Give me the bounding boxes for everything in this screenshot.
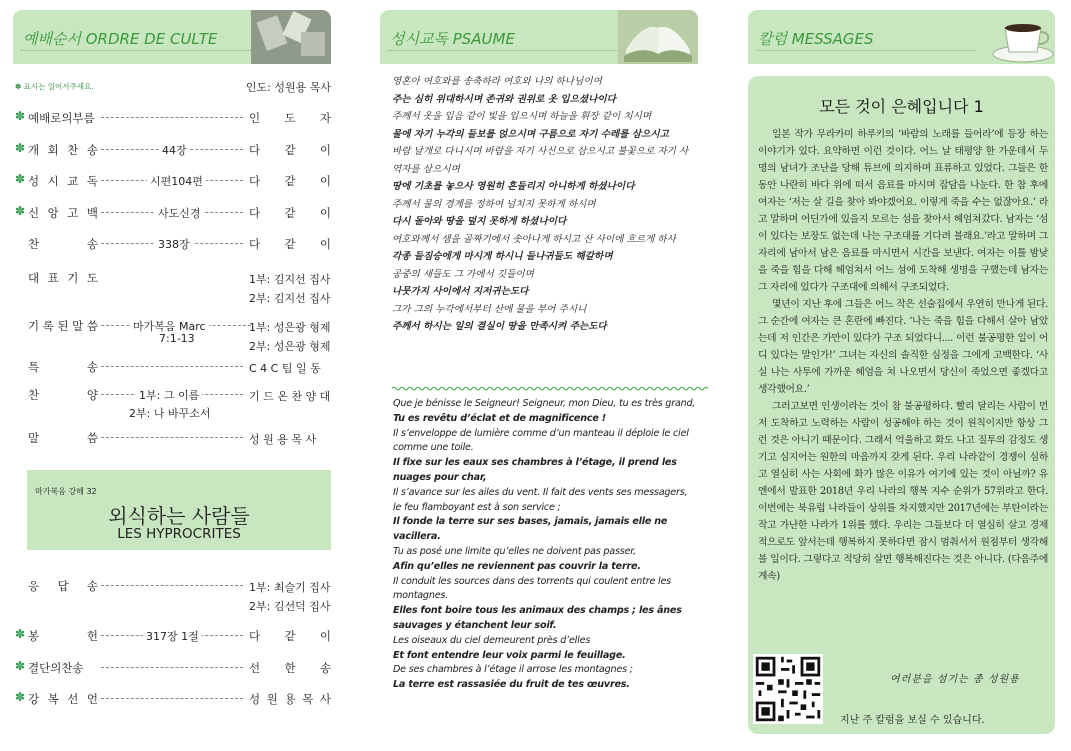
header-divider (388, 50, 636, 51)
order-item-leader: 1부: 김지선 집사 2부: 김지선 집사 (249, 273, 331, 305)
header-divider (21, 50, 269, 51)
order-item-name: 응 답 송 (28, 579, 98, 593)
order-item-leader: 기 드 온 찬 양 대 (249, 390, 331, 403)
standing-mark-icon: ✽ (15, 690, 26, 704)
order-item-detail: 마가복음 Marc (130, 318, 209, 334)
order-row (13, 203, 331, 223)
psalm-verse: Il fixe sur les eaux ses chambres à l’étage, il prend les nuages pour char, (393, 457, 677, 483)
order-item-leader: 성 원 용 목 사 (249, 433, 317, 446)
order-item-name: 대 표 기 도 (28, 271, 98, 285)
psalm-verse: 공중의 새들도 그 가에서 깃들이며 (392, 268, 534, 280)
order-row (13, 108, 331, 128)
order-item-name: 찬 송 (28, 237, 98, 251)
psalm-header (380, 10, 698, 64)
psalm-verse: De ses chambres à l’étage il arrose les montagnes ; (393, 664, 633, 676)
service-leader: 인도: 성원용 목사 (245, 81, 331, 94)
leader-dots (101, 698, 243, 699)
order-item-detail: 44장 (159, 142, 190, 158)
psalm-verse: Il s’avance sur les ailes du vent. Il fait des vents ses messagers, le feu flamboyant est à son service ; (393, 486, 688, 513)
psalm-verse: Que je bénisse le Seigneur! Seigneur, mon Dieu, tu es très grand, (393, 398, 696, 409)
messages-header (748, 10, 1055, 64)
leader-dots (101, 437, 243, 438)
standing-note: ✽ 표시는 일어서주세요. (15, 82, 94, 91)
order-item-name: 봉 헌 (28, 629, 98, 643)
leader-dots (101, 585, 243, 586)
order-row-response (13, 576, 331, 613)
order-item-name: 개 회 찬 송 (28, 143, 98, 157)
standing-mark-icon: ✽ (15, 627, 26, 641)
order-item-detail: 사도신경 (155, 205, 204, 221)
order-row-special (13, 357, 331, 377)
standing-mark-icon: ✽ (15, 109, 26, 123)
order-row-sermon (13, 428, 331, 448)
order-header (13, 10, 331, 64)
header-photo-icon (251, 10, 331, 64)
order-item-leader: 다 같 이 (249, 237, 331, 251)
psalm-verse: 여호와께서 샘을 골짜기에서 솟아나게 하시고 산 사이에 흐르게 하사 (392, 233, 676, 245)
psalm-verse: 주께서 옷을 입음 같이 빛을 입으시며 하늘을 휘장 같이 치시며 (392, 111, 652, 122)
order-item-leader: C 4 C 팀 일 동 (249, 362, 321, 375)
psalm-verse: 주께서 물의 경계를 정하여 넘치지 못하게 하시며 (392, 198, 596, 210)
order-item-name: 기 록 된 말 씀 (28, 319, 98, 333)
psalm-french-text (393, 397, 698, 693)
leader-dots (101, 667, 243, 668)
order-item-detail: 시편104편 (147, 173, 206, 189)
pastor-signature: 여러분을 섬기는 종 성원용 (890, 674, 1020, 685)
psalm-verse: Elles font boire tous les animaux des champs ; les ânes sauvages y étanchent leur soif. (393, 605, 682, 631)
psalm-verse: 그가 그의 누각에서부터 산에 물을 부어 주시니 (392, 303, 587, 315)
psalm-verse: Tu es revêtu d’éclat et de magnificence ! (393, 412, 606, 424)
order-item-name: 찬 양 (28, 388, 98, 402)
psalm-verse: 주는 심히 위대하시며 존귀와 권위로 옷 입으셨나이다 (392, 93, 616, 105)
qr-code-icon[interactable] (753, 654, 823, 724)
order-item-leader: 1부: 최슬기 집사 2부: 김선덕 집사 (249, 581, 331, 613)
order-item-leader: 선 한 송 (249, 661, 331, 675)
psalm-korean-text (392, 73, 692, 336)
order-item-leader: 성 원 용 목 사 (249, 692, 331, 706)
order-row (13, 689, 331, 709)
psalm-verse: 나뭇가지 사이에서 지저귀는도다 (392, 286, 529, 297)
order-item-name: 신 앙 고 백 (28, 206, 98, 220)
order-item-leader: 다 같 이 (249, 629, 331, 643)
psalm-verse: 바람 날개로 다니시며 바람을 자기 사신으로 삼으시고 불꽃으로 자기 사역자를 삼으시며 (392, 146, 689, 175)
order-row (13, 658, 331, 678)
leader-dots (101, 117, 243, 118)
order-item-detail: 317장 1절 (143, 628, 202, 644)
order-item-name: 결단의찬송 (28, 661, 84, 675)
order-item-leader: 다 같 이 (249, 174, 331, 188)
order-item-name: 말 씀 (28, 431, 98, 445)
psalm-verse: 주께서 하시는 일의 결실이 땅을 만족시켜 주는도다 (392, 321, 607, 332)
order-row (13, 140, 331, 160)
order-row-prayer (13, 268, 331, 305)
message-body (758, 126, 1048, 585)
order-item-leader: 인 도 자 (249, 111, 331, 125)
message-title: 모든 것이 은혜입니다 1 (819, 97, 984, 116)
sermon-title-box (27, 470, 331, 550)
order-item-name: 성 시 교 독 (28, 174, 98, 188)
standing-mark-icon: ✽ (15, 659, 26, 673)
order-header-title: 예배순서 ORDRE DE CULTE (23, 30, 218, 48)
message-paragraph: 일본 작가 무라카미 하루키의 ‘바람의 노래를 들어라’에 등장 하는 이야기가 있다. 요약하면 이런 것이다. 어느 날 태평양 한 가운데서 두 명의 남녀가 조난을 당해 튜브에 의지하며 표류하고 있었다. 그들은 한 동안 나란히 바다 위에 떠서 음료를 마시며 잡담을 나눈다. 한 참 후에 여자는 ‘저는 살 길을 찾아 봐야겠어요. 이렇게 죽을 수는 없잖아요.’ 라고 말하며 어딘가에 있을지 모르는 섬을 찾아서 헤엄쳐갔다. 남자는 ‘섬이 있다는 보장도 없는데 나는 구조대를 기다려 볼래요.’라고 말하며 그 자리에 남아서 남은 음료를 마시면서 시간을 보낸다. 여자는 이틀 밤낮을 죽을 힘을 다해 헤엄쳐서 어느 섬에 도착해 생명을 구했는데 남자는 그 자리에 있다가 구조대에 의해서 구조되었다. (758, 129, 1048, 293)
psalm-verse: 다시 돌아와 땅을 덮지 못하게 하셨나이다 (392, 216, 567, 227)
order-row (13, 171, 331, 191)
order-item-leader: 1부: 성은광 형제 2부: 성은광 형제 (249, 321, 331, 353)
order-row-praise (13, 385, 331, 420)
psalm-verse: Afin qu’elles ne reviennent pas couvrir la terre. (393, 560, 641, 572)
psalm-verse: Il fonde la terre sur ses bases, jamais, jamais elle ne vacillera. (393, 516, 668, 543)
order-item-leader: 다 같 이 (249, 206, 331, 220)
psalm-verse: 각종 들짐승에게 마시게 하시니 들나귀들도 해갈하며 (392, 251, 613, 262)
order-item-name: 특 송 (28, 360, 98, 374)
psalm-header-title: 성시교독 PSAUME (390, 30, 515, 48)
sermon-title-korean: 외식하는 사람들 (108, 504, 250, 528)
message-paragraph: 그러고보면 인생이라는 것이 참 불공평하다. 빨리 달리는 사람이 먼저 도착하고 노력하는 사람이 성공해야 하는 것이 원칙이지만 항상 그런 것은 아니기 때문이다. 그래서 억울하고 화도 나고 질투의 감정도 생기고 심지어는 원한의 마음까지 갖게 된다. 우리 나라같이 경쟁이 심하고 열심히 사는 사회에 화가 많은 이유가 여기에 있는 것이 아닐까? 유엔에서 발표한 2018년 우리 나라의 행복 지수 순위가 57위라고 한다. 이번에는 북유럽 나라들이 상위를 차지했지만 2017년에는 부탄이라는 작고 가난한 나라가 1위를 했다. 우리는 그들보다 더 열심히 살고 경제적으로도 앞서는데 행복하지 못하다면 잠시 멈춰서서 원점부터 생각해 볼 일이다. 그렇다고 적당히 살면 행복해진다는 것은 아니다. (다음주에 계속) (758, 401, 1048, 582)
sermon-reference: 마가복음 강해 32 (35, 487, 97, 496)
order-row-scripture (13, 316, 331, 353)
header-divider (756, 50, 993, 51)
order-item-leader: 다 같 이 (249, 143, 331, 157)
psalm-verse: Tu as posé une limite qu’elles ne doivent pas passer, (393, 545, 636, 557)
order-item-detail: 338장 (155, 236, 193, 252)
psalm-verse: La terre est rassasiée du fruit de tes œuvres. (393, 679, 630, 691)
standing-mark-icon: ✽ (15, 204, 26, 218)
messages-header-title: 칼럼 MESSAGES (758, 30, 874, 48)
coffee-cup-icon (975, 10, 1055, 64)
message-paragraph: 몇년이 지난 후에 그들은 어느 작은 선술집에서 우연히 만나게 된다. 그 순간에 여자는 큰 혼란에 빠진다. ‘나는 죽을 힘을 다해서 살아 남았는데 저 인간은 가만이 있다가 구조 되었다니.... 이런 불공평한 일이 어디 있다는 말인가!’ 그녀는 자신의 솔직한 심정을 그에게 고백한다. ‘사실 나는 사투에 가까운 헤엄을 쳐 나오면서 당신이 죽었으면 좋겠다고 생각했어요.’ (758, 299, 1048, 395)
book-icon (618, 10, 698, 64)
psalm-verse: 영혼아 여호와를 송축하라 여호와 나의 하나님이여 (392, 76, 602, 87)
standing-mark-icon: ✽ (15, 172, 26, 186)
psalm-verse: Et font entendre leur voix parmi le feuillage. (393, 649, 626, 661)
wavy-divider (392, 386, 710, 391)
order-item-name: 강 복 선 언 (28, 692, 98, 706)
standing-mark-icon: ✽ (15, 141, 26, 155)
qr-note: 지난 주 칼럼을 보실 수 있습니다. (840, 715, 985, 726)
order-row (13, 234, 331, 254)
order-row (13, 626, 331, 646)
psalm-verse: Il s’enveloppe de lumière comme d’un manteau il déploie le ciel comme une toile. (393, 427, 689, 454)
psalm-verse: Les oiseaux du ciel demeurent près d’elles (393, 634, 591, 646)
order-item-detail-2: 7:1-13 (159, 332, 195, 345)
order-item-name: 예배로의부름 (28, 111, 95, 125)
order-item-detail-2: 2부: 나 바꾸소서 (129, 407, 211, 420)
order-item-detail: 1부: 그 이름 (136, 387, 202, 403)
sermon-title-french: LES HYPROCRITES (117, 526, 241, 542)
psalm-verse: 땅에 기초를 놓으사 영원히 흔들리지 아니하게 하셨나이다 (392, 181, 635, 192)
psalm-verse: Il conduit les sources dans des torrents qui coulent entre les montagnes. (393, 575, 671, 602)
leader-dots (101, 366, 243, 367)
psalm-verse: 물에 자기 누각의 들보를 얹으시며 구름으로 자기 수레를 삼으시고 (392, 128, 669, 140)
